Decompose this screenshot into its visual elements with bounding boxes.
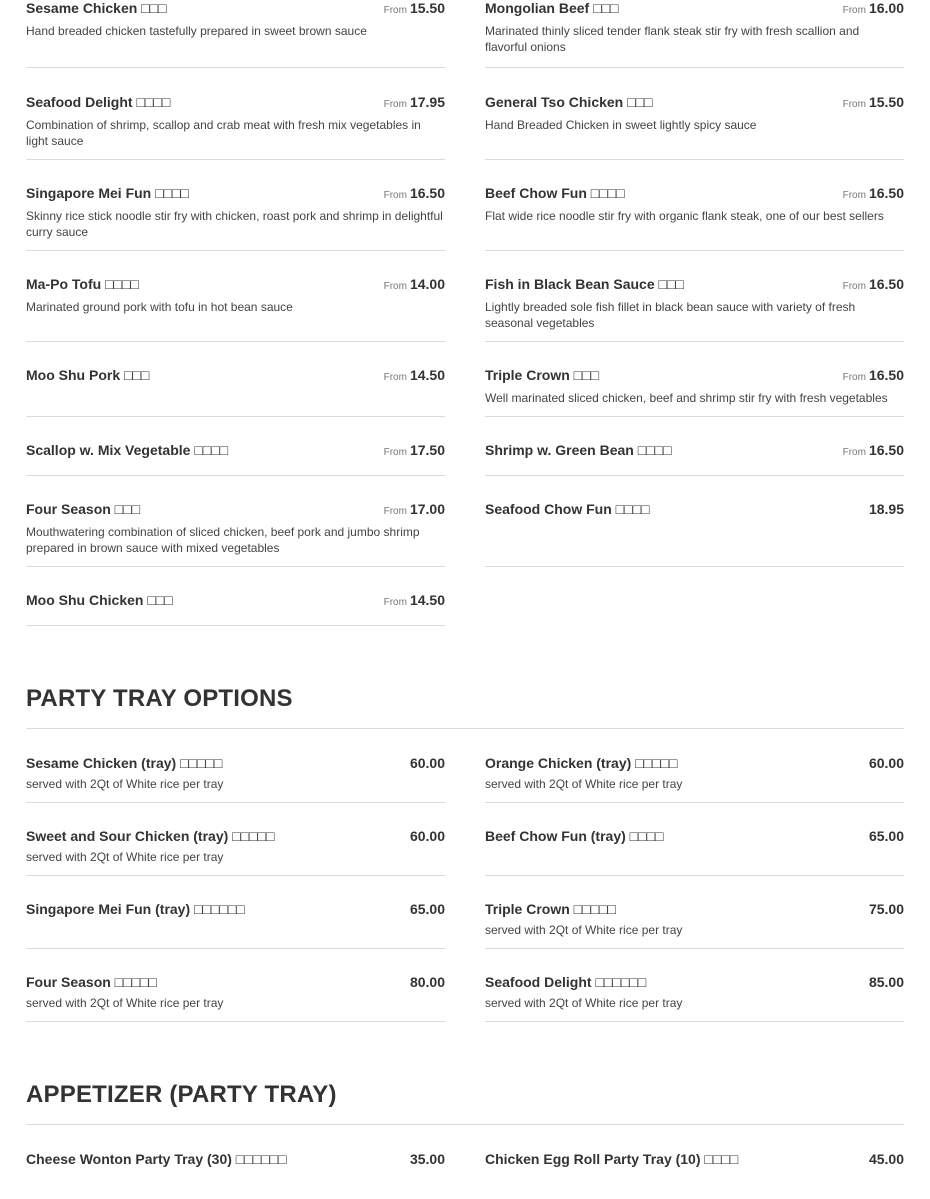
price-prefix: From [383, 99, 407, 110]
item-price [384, 276, 445, 292]
item-description: Marinated ground pork with tofu in hot bean sauce [26, 300, 293, 314]
price-value: 16.00 [868, 0, 904, 16]
item-price: 80.00 [409, 974, 445, 990]
price-prefix: From [383, 5, 407, 16]
item-description: Marinated thinly sliced tender flank steak stir fry with fresh scallion and flavorful onions [485, 24, 860, 54]
item-name: Beef Chow Fun (tray) □□□□ [485, 828, 664, 844]
item-price [843, 367, 904, 383]
section-divider [26, 728, 904, 729]
menu-item[interactable] [485, 173, 904, 251]
item-description: served with 2Qt of White rice per tray [485, 996, 683, 1010]
menu-item[interactable] [26, 264, 445, 342]
tray-item[interactable] [26, 962, 445, 1022]
tray-item[interactable] [485, 816, 904, 876]
item-name: General Tso Chicken □□□ [485, 94, 653, 110]
item-name: Moo Shu Chicken □□□ [26, 592, 173, 608]
price-prefix: From [842, 281, 866, 292]
menu-item[interactable] [485, 430, 904, 476]
item-name: Triple Crown □□□ [485, 367, 600, 383]
item-price: 85.00 [868, 974, 904, 990]
tray-item[interactable] [485, 889, 904, 949]
item-name: Seafood Delight □□□□ [26, 94, 171, 110]
price-prefix: From [383, 506, 407, 517]
item-price [843, 276, 904, 292]
price-value: 16.50 [868, 276, 904, 292]
item-name: Chicken Egg Roll Party Tray (10) □□□□ [485, 1151, 739, 1167]
item-description: Hand Breaded Chicken in sweet lightly spicy sauce [485, 118, 757, 132]
price-prefix: From [842, 5, 866, 16]
item-price: 60.00 [868, 755, 904, 771]
item-price [384, 592, 445, 608]
appetizer-item[interactable] [485, 1139, 904, 1199]
section-title-party-tray: PARTY TRAY OPTIONS [26, 685, 293, 712]
item-name: Four Season □□□ [26, 501, 141, 517]
menu-item[interactable] [26, 355, 445, 417]
item-name: Cheese Wonton Party Tray (30) □□□□□□ [26, 1151, 287, 1167]
menu-item[interactable] [485, 0, 904, 68]
price-value: 14.00 [409, 276, 445, 292]
item-name: Shrimp w. Green Bean □□□□ [485, 442, 672, 458]
price-value: 16.50 [868, 367, 904, 383]
menu-item[interactable] [26, 430, 445, 476]
tray-item[interactable] [485, 743, 904, 803]
section-divider [26, 1124, 904, 1125]
section-title-appetizer: APPETIZER (PARTY TRAY) [26, 1081, 337, 1108]
price-value: 16.50 [409, 185, 445, 201]
item-description: Flat wide rice noodle stir fry with organic flank steak, one of our best sellers [485, 209, 884, 223]
item-price: 45.00 [868, 1151, 904, 1167]
item-description: Skinny rice stick noodle stir fry with chicken, roast pork and shrimp in delightful curry sauce [26, 209, 443, 239]
appetizer-item[interactable] [26, 1139, 445, 1199]
menu-item[interactable] [485, 355, 904, 417]
item-price: 75.00 [868, 901, 904, 917]
item-name: Moo Shu Pork □□□ [26, 367, 150, 383]
item-description: served with 2Qt of White rice per tray [26, 996, 224, 1010]
item-name: Beef Chow Fun □□□□ [485, 185, 625, 201]
menu-item[interactable] [26, 0, 445, 68]
item-name: Four Season □□□□□ [26, 974, 157, 990]
item-price [866, 501, 904, 517]
item-description: served with 2Qt of White rice per tray [26, 777, 224, 791]
item-price: 35.00 [409, 1151, 445, 1167]
item-price [384, 367, 445, 383]
price-value: 16.50 [868, 185, 904, 201]
item-price [384, 442, 445, 458]
item-name: Singapore Mei Fun (tray) □□□□□□ [26, 901, 245, 917]
menu-item[interactable] [26, 173, 445, 251]
price-prefix: From [383, 190, 407, 201]
item-name: Sweet and Sour Chicken (tray) □□□□□ [26, 828, 275, 844]
menu-item[interactable] [26, 580, 445, 626]
price-prefix: From [383, 597, 407, 608]
price-value: 14.50 [409, 592, 445, 608]
item-name: Singapore Mei Fun □□□□ [26, 185, 189, 201]
item-name: Scallop w. Mix Vegetable □□□□ [26, 442, 229, 458]
item-name: Seafood Chow Fun □□□□ [485, 501, 650, 517]
item-description: Hand breaded chicken tastefully prepared in sweet brown sauce [26, 24, 367, 38]
price-prefix: From [842, 447, 866, 458]
price-prefix: From [383, 281, 407, 292]
price-value: 17.95 [409, 94, 445, 110]
item-price [384, 94, 445, 110]
item-price [384, 0, 445, 16]
price-prefix: From [842, 99, 866, 110]
price-value: 14.50 [409, 367, 445, 383]
item-name: Ma-Po Tofu □□□□ [26, 276, 139, 292]
item-name: Seafood Delight □□□□□□ [485, 974, 647, 990]
item-price [843, 94, 904, 110]
price-prefix: From [383, 447, 407, 458]
item-price [843, 185, 904, 201]
price-value: 18.95 [868, 501, 904, 517]
item-description: Lightly breaded sole fish fillet in black bean sauce with variety of fresh seasonal vegetables [485, 300, 856, 330]
item-price [384, 501, 445, 517]
item-description: served with 2Qt of White rice per tray [485, 923, 683, 937]
item-name: Sesame Chicken □□□ [26, 0, 167, 16]
price-value: 16.50 [868, 442, 904, 458]
price-value: 15.50 [868, 94, 904, 110]
price-value: 15.50 [409, 0, 445, 16]
menu-item[interactable] [26, 489, 445, 567]
item-name: Fish in Black Bean Sauce □□□ [485, 276, 684, 292]
menu-item[interactable] [485, 489, 904, 567]
item-price [384, 185, 445, 201]
item-name: Mongolian Beef □□□ [485, 0, 619, 16]
price-value: 17.50 [409, 442, 445, 458]
item-price: 60.00 [409, 755, 445, 771]
tray-item[interactable] [485, 962, 904, 1022]
tray-item[interactable] [26, 816, 445, 876]
item-price: 60.00 [409, 828, 445, 844]
price-value: 17.00 [409, 501, 445, 517]
item-price: 65.00 [409, 901, 445, 917]
item-name: Orange Chicken (tray) □□□□□ [485, 755, 678, 771]
menu-item[interactable] [26, 82, 445, 160]
item-description: Mouthwatering combination of sliced chicken, beef pork and jumbo shrimp prepared in brown sauce with mixed vegetables [26, 525, 420, 555]
price-prefix: From [842, 372, 866, 383]
menu-item[interactable] [485, 264, 904, 342]
item-price [843, 0, 904, 16]
item-description: Well marinated sliced chicken, beef and shrimp stir fry with fresh vegetables [485, 391, 888, 405]
item-description: served with 2Qt of White rice per tray [485, 777, 683, 791]
item-name: Triple Crown □□□□□ [485, 901, 616, 917]
tray-item[interactable] [26, 743, 445, 803]
menu-item[interactable] [485, 82, 904, 160]
item-description: Combination of shrimp, scallop and crab meat with fresh mix vegetables in light sauce [26, 118, 421, 148]
item-description: served with 2Qt of White rice per tray [26, 850, 224, 864]
tray-item[interactable] [26, 889, 445, 949]
price-prefix: From [383, 372, 407, 383]
item-price: 65.00 [868, 828, 904, 844]
item-name: Sesame Chicken (tray) □□□□□ [26, 755, 223, 771]
price-prefix: From [842, 190, 866, 201]
item-price [843, 442, 904, 458]
